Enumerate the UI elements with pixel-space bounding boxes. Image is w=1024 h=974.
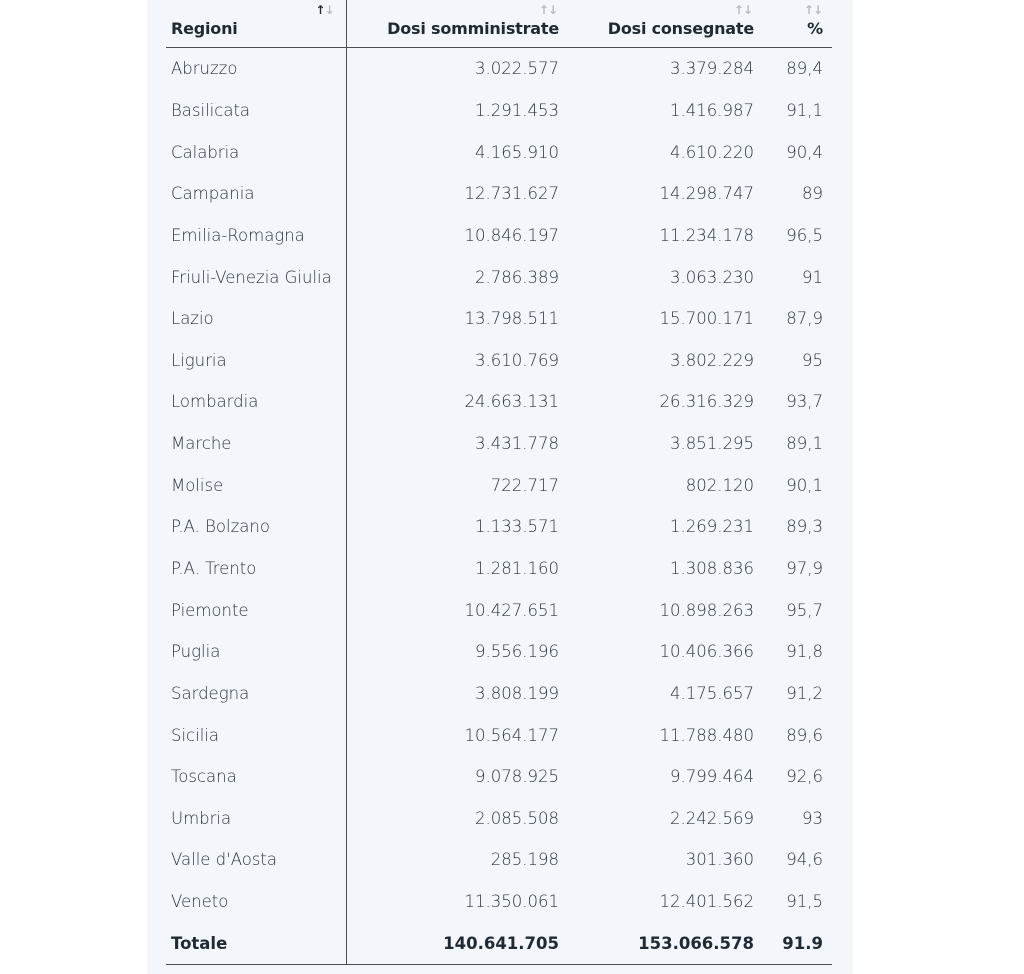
total-delivered: 153.066.578 [567, 922, 762, 965]
region-cell: Basilicata [166, 90, 346, 132]
administered-cell: 1.291.453 [475, 100, 559, 120]
delivered-cell: 10.898.263 [659, 600, 754, 620]
header-label: Dosi somministrate [387, 19, 559, 38]
administered-cell: 12.731.627 [464, 184, 559, 204]
delivered-cell: 3.851.295 [670, 434, 754, 454]
region-cell: Abruzzo [166, 48, 346, 90]
percent-cell: 91,1 [786, 100, 823, 120]
table-header-row [166, 0, 832, 48]
total-percent: 91.9 [762, 922, 832, 965]
region-cell: P.A. Trento [166, 548, 346, 590]
region-cell: Calabria [166, 131, 346, 173]
table-row [166, 631, 832, 673]
delivered-cell: 11.788.480 [659, 725, 754, 745]
region-cell: Friuli-Venezia Giulia [166, 256, 346, 298]
delivered-cell: 301.360 [685, 850, 754, 870]
percent-cell: 95,7 [786, 600, 823, 620]
administered-cell: 2.786.389 [475, 267, 559, 287]
table-row [166, 881, 832, 923]
table-row [166, 589, 832, 631]
region-cell: Marche [166, 423, 346, 465]
vaccine-doses-table [166, 0, 832, 965]
percent-cell: 89 [802, 184, 823, 204]
region-cell: Valle d'Aosta [166, 839, 346, 881]
administered-cell: 4.165.910 [475, 142, 559, 162]
delivered-cell: 9.799.464 [670, 767, 754, 787]
region-cell: Emilia-Romagna [166, 215, 346, 257]
delivered-cell: 1.416.987 [670, 100, 754, 120]
table-row [166, 90, 832, 132]
table-row [166, 464, 832, 506]
percent-cell: 89,4 [786, 59, 823, 79]
table-row [166, 48, 832, 90]
region-cell: Lombardia [166, 381, 346, 423]
delivered-cell: 802.120 [685, 475, 754, 495]
region-cell: Lazio [166, 298, 346, 340]
administered-cell: 3.431.778 [475, 434, 559, 454]
region-cell: Veneto [166, 881, 346, 923]
percent-cell: 93 [802, 808, 823, 828]
delivered-cell: 11.234.178 [659, 225, 754, 245]
header-label: % [807, 19, 823, 38]
delivered-cell: 3.379.284 [670, 59, 754, 79]
delivered-cell: 15.700.171 [659, 309, 754, 329]
sort-arrows-icon[interactable]: ↑↓ [538, 3, 557, 17]
table-row [166, 839, 832, 881]
administered-cell: 10.846.197 [464, 225, 559, 245]
table-row [166, 756, 832, 798]
percent-cell: 87,9 [786, 309, 823, 329]
percent-cell: 90,1 [786, 475, 823, 495]
table-row [166, 506, 832, 548]
administered-cell: 3.022.577 [475, 59, 559, 79]
administered-cell: 722.717 [490, 475, 559, 495]
delivered-cell: 4.175.657 [670, 683, 754, 703]
percent-cell: 91,2 [786, 683, 823, 703]
administered-cell: 1.281.160 [475, 559, 559, 578]
table-row [166, 798, 832, 840]
table-row [166, 298, 832, 340]
header-dosi-consegnate[interactable] [567, 0, 762, 48]
percent-cell: 97,9 [786, 559, 823, 578]
percent-cell: 93,7 [786, 392, 823, 412]
table-row [166, 423, 832, 465]
table-row [166, 381, 832, 423]
delivered-cell: 3.802.229 [670, 350, 754, 370]
region-cell: Piemonte [166, 589, 346, 631]
administered-cell: 11.350.061 [464, 892, 559, 912]
percent-cell: 89,1 [786, 434, 823, 454]
administered-cell: 13.798.511 [464, 309, 559, 329]
table-row [166, 173, 832, 215]
percent-cell: 91 [802, 267, 823, 287]
administered-cell: 1.133.571 [475, 517, 559, 537]
sort-arrows-icon[interactable]: ↑↓ [315, 3, 334, 17]
total-administered: 140.641.705 [346, 922, 567, 965]
delivered-cell: 12.401.562 [659, 892, 754, 912]
delivered-cell: 3.063.230 [670, 267, 754, 287]
percent-cell: 92,6 [786, 767, 823, 787]
percent-cell: 91,8 [786, 642, 823, 662]
region-cell: Campania [166, 173, 346, 215]
table-row [166, 131, 832, 173]
region-cell: Sardegna [166, 673, 346, 715]
percent-cell: 90,4 [786, 142, 823, 162]
administered-cell: 3.808.199 [475, 683, 559, 703]
header-regioni[interactable] [166, 0, 346, 48]
table-total-row [166, 922, 832, 965]
header-percent[interactable] [762, 0, 832, 48]
delivered-cell: 1.269.231 [670, 517, 754, 537]
administered-cell: 3.610.769 [475, 350, 559, 370]
delivered-cell: 14.298.747 [659, 184, 754, 204]
percent-cell: 89,6 [786, 725, 823, 745]
administered-cell: 10.427.651 [464, 600, 559, 620]
administered-cell: 10.564.177 [464, 725, 559, 745]
region-cell: Toscana [166, 756, 346, 798]
region-cell: Puglia [166, 631, 346, 673]
table-row [166, 215, 832, 257]
table-row [166, 256, 832, 298]
delivered-cell: 1.308.836 [670, 559, 754, 578]
region-cell: Umbria [166, 798, 346, 840]
percent-cell: 91,5 [786, 892, 823, 912]
header-dosi-somministrate[interactable] [346, 0, 567, 48]
region-cell: P.A. Bolzano [166, 506, 346, 548]
percent-cell: 95 [802, 350, 823, 370]
administered-cell: 9.556.196 [475, 642, 559, 662]
header-label: Dosi consegnate [607, 19, 754, 38]
delivered-cell: 2.242.569 [670, 808, 754, 828]
sort-arrows-icon[interactable]: ↑↓ [733, 3, 752, 17]
region-cell: Liguria [166, 339, 346, 381]
region-cell: Sicilia [166, 714, 346, 756]
delivered-cell: 26.316.329 [659, 392, 754, 412]
percent-cell: 89,3 [786, 517, 823, 537]
table-row [166, 714, 832, 756]
percent-cell: 94,6 [786, 850, 823, 870]
table-row [166, 548, 832, 590]
table-row [166, 673, 832, 715]
total-label: Totale [166, 922, 346, 965]
table-row [166, 339, 832, 381]
percent-cell: 96,5 [786, 225, 823, 245]
delivered-cell: 4.610.220 [670, 142, 754, 162]
administered-cell: 2.085.508 [475, 808, 559, 828]
delivered-cell: 10.406.366 [659, 642, 754, 662]
administered-cell: 9.078.925 [475, 767, 559, 787]
region-cell: Molise [166, 464, 346, 506]
sort-arrows-icon[interactable]: ↑↓ [803, 3, 822, 17]
administered-cell: 24.663.131 [464, 392, 559, 412]
administered-cell: 285.198 [490, 850, 559, 870]
header-label: Regioni [171, 19, 238, 38]
